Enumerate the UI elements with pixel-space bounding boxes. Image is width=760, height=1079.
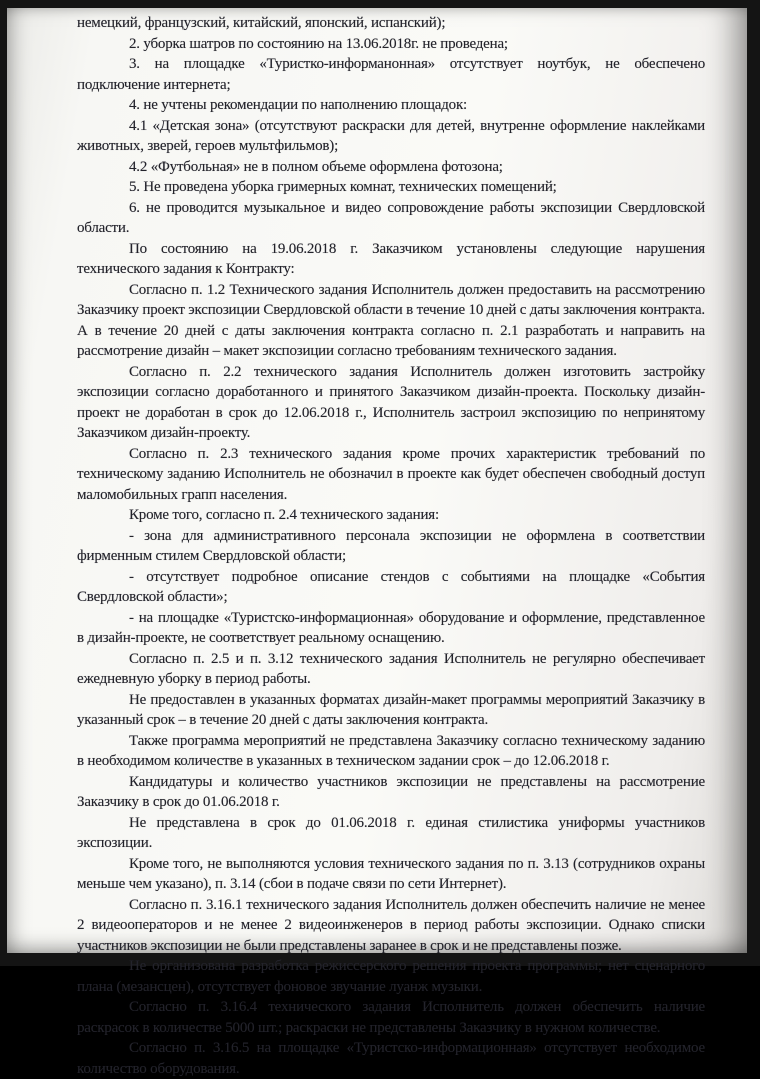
paragraph-16: - на площадке «Туристско-информационная» оборудование и оформление, представленное в дизайн-проекте, не соответствует реальному оснащению. bbox=[77, 609, 705, 646]
paragraph-24: Не организована разработка режиссерского решения проекта программы; нет сценарного плана (мезансцен), отсутствует фоновое звучание луанж музыки. bbox=[77, 958, 705, 995]
paragraph-23: Согласно п. 3.16.1 технического задания Исполнитель должен обеспечить наличие не менее 2 видеооператоров и не менее 2 видеоинженеров в период работы экспозиции. Однако списки участников экспозиции не были представлены заранее в срок и не представлены позже. bbox=[77, 896, 705, 954]
paragraph-13: Кроме того, согласно п. 2.4 технического задания: bbox=[129, 507, 439, 523]
paragraph-7: 5. Не проведена уборка гримерных комнат, технических помещений; bbox=[129, 179, 557, 195]
paragraph-6: 4.2 «Футбольная» не в полном объеме оформлена фотозона; bbox=[129, 158, 503, 175]
paragraph-26: Согласно п. 3.16.5 на площадке «Туристско-информационная» отсутствует необходимое количество оборудования. bbox=[77, 1040, 705, 1077]
paragraph-18: Не предоставлен в указанных форматах дизайн-макет программы мероприятий Заказчику в указанный срок – в течение 20 дней с даты заключения контракта. bbox=[77, 691, 705, 728]
paragraph-9: По состоянию на 19.06.2018 г. Заказчиком установлены следующие нарушения технического задания к Контракту: bbox=[77, 240, 705, 277]
paragraph-11: Согласно п. 2.2 технического задания Исполнитель должен изготовить застройку экспозиции согласно доработанного и принятого Заказчиком дизайн-проекта. Поскольку дизайн-проект не доработан в срок до 12.06.2018 г., Исполнитель застроил экспозицию по непринятому Заказчиком дизайн-проекту. bbox=[77, 363, 705, 441]
paragraph-3: 3. на площадке «Туристко-информанонная» отсутствует ноутбук, не обеспечено подключение интернета; bbox=[77, 56, 705, 93]
paragraph-21: Не представлена в срок до 01.06.2018 г. единая стилистика униформы участников экспозиции. bbox=[77, 814, 705, 851]
paragraph-19: Также программа мероприятий не представлена Заказчику согласно техническому заданию в необходимом количестве в указанных в техническом задании срок – до 12.06.2018 г. bbox=[77, 732, 705, 769]
paragraph-12: Согласно п. 2.3 технического задания кроме прочих характеристик требований по техническому заданию Исполнитель не обозначил в проекте как будет обеспечен свободный доступ маломобильных грапп населения. bbox=[77, 445, 705, 503]
document-page bbox=[7, 8, 747, 1077]
paragraph-17: Согласно п. 2.5 и п. 3.12 технического задания Исполнитель не регулярно обеспечивает ежедневную уборку в период работы. bbox=[77, 650, 705, 687]
paragraph-20: Кандидатуры и количество участников экспозиции не представлены на рассмотрение Заказчику в срок до 01.06.2018 г. bbox=[77, 773, 705, 810]
paragraph-1: немецкий, французский, китайский, японский, испанский); bbox=[77, 15, 446, 31]
paragraph-4: 4. не учтены рекомендации по наполнению площадок: bbox=[129, 97, 468, 113]
paragraph-10: Согласно п. 1.2 Технического задания Исполнитель должен предоставить на рассмотрению Заказчику проект экспозиции Свердловской области в течение 10 дней с даты заключения контракта. А в течение 20 дней с даты заключения контракта согласно п. 2.1 разработать и направить на рассмотрение дизайн – макет экспозиции согласно требованиям технического задания. bbox=[77, 281, 705, 359]
document-content bbox=[7, 8, 747, 1079]
paragraph-8: 6. не проводится музыкальное и видео сопровождение работы экспозиции Свердловской области. bbox=[77, 199, 705, 236]
paragraph-15: - отсутствует подробное описание стендов с событиями на площадке «События Свердловской области»; bbox=[77, 568, 705, 605]
paragraph-5: 4.1 «Детская зона» (отсутствуют раскраски для детей, внутренне оформление наклейками животных, зверей, героев мультфильмов); bbox=[77, 117, 705, 154]
paragraph-25: Согласно п. 3.16.4 технического задания Исполнитель должен обеспечить наличие раскрасок в количестве 5000 шт.; раскраски не представлены Заказчику в нужном количестве. bbox=[77, 999, 705, 1036]
paragraph-14: - зона для административного персонала экспозиции не оформлена в соответствии фирменным стилем Свердловской области; bbox=[77, 527, 705, 564]
paragraph-22: Кроме того, не выполняются условия технического задания по п. 3.13 (сотрудников охраны меньше чем указано), п. 3.14 (сбои в подаче связи по сети Интернет). bbox=[77, 855, 705, 892]
paragraph-2: 2. уборка шатров по состоянию на 13.06.2018г. не проведена; bbox=[129, 35, 508, 52]
